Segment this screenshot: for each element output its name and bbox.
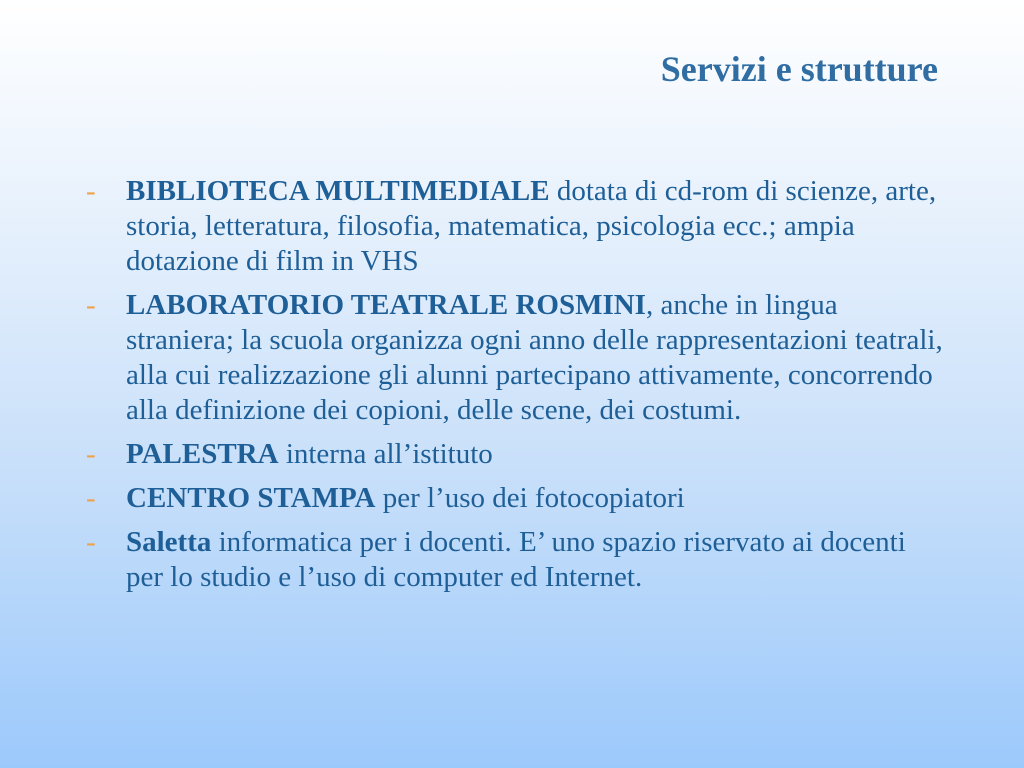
- item-description: interna all’istituto: [278, 438, 493, 470]
- bullet-dash-icon: -: [86, 175, 96, 207]
- bullet-dash-icon: -: [86, 438, 96, 470]
- item-heading: LABORATORIO TEATRALE ROSMINI: [126, 289, 646, 321]
- bullet-dash-icon: -: [86, 289, 96, 321]
- item-heading: BIBLIOTECA MULTIMEDIALE: [126, 175, 550, 207]
- list-item-laboratorio: [86, 288, 946, 428]
- item-heading: Saletta: [126, 526, 212, 558]
- item-heading: PALESTRA: [126, 438, 279, 470]
- item-description: per l’uso dei fotocopiatori: [375, 482, 685, 514]
- list-item-saletta: [86, 525, 946, 595]
- item-heading: CENTRO STAMPA: [126, 482, 376, 514]
- bullet-dash-icon: -: [86, 526, 96, 558]
- list-item-centro-stampa: [86, 481, 946, 516]
- slide-title: Servizi e strutture: [660, 49, 938, 89]
- item-description: dotata di cd-rom di scienze, arte, storia, letteratura, filosofia, matematica, psicologia ecc.; ampia dotazione di film in VHS: [126, 175, 937, 277]
- item-description: informatica per i docenti. E’ uno spazio riservato ai docenti per lo studio e l’uso di computer ed Internet.: [126, 526, 906, 593]
- list-item-biblioteca: [86, 174, 946, 279]
- list-item-palestra: [86, 437, 946, 472]
- bullet-dash-icon: -: [86, 482, 96, 514]
- item-description: , anche in lingua straniera; la scuola organizza ogni anno delle rappresentazioni teatrali, alla cui realizzazione gli alunni partecipano attivamente, concorrendo alla definizione dei copioni, delle scene, dei costumi.: [126, 289, 943, 426]
- services-list: [86, 174, 946, 604]
